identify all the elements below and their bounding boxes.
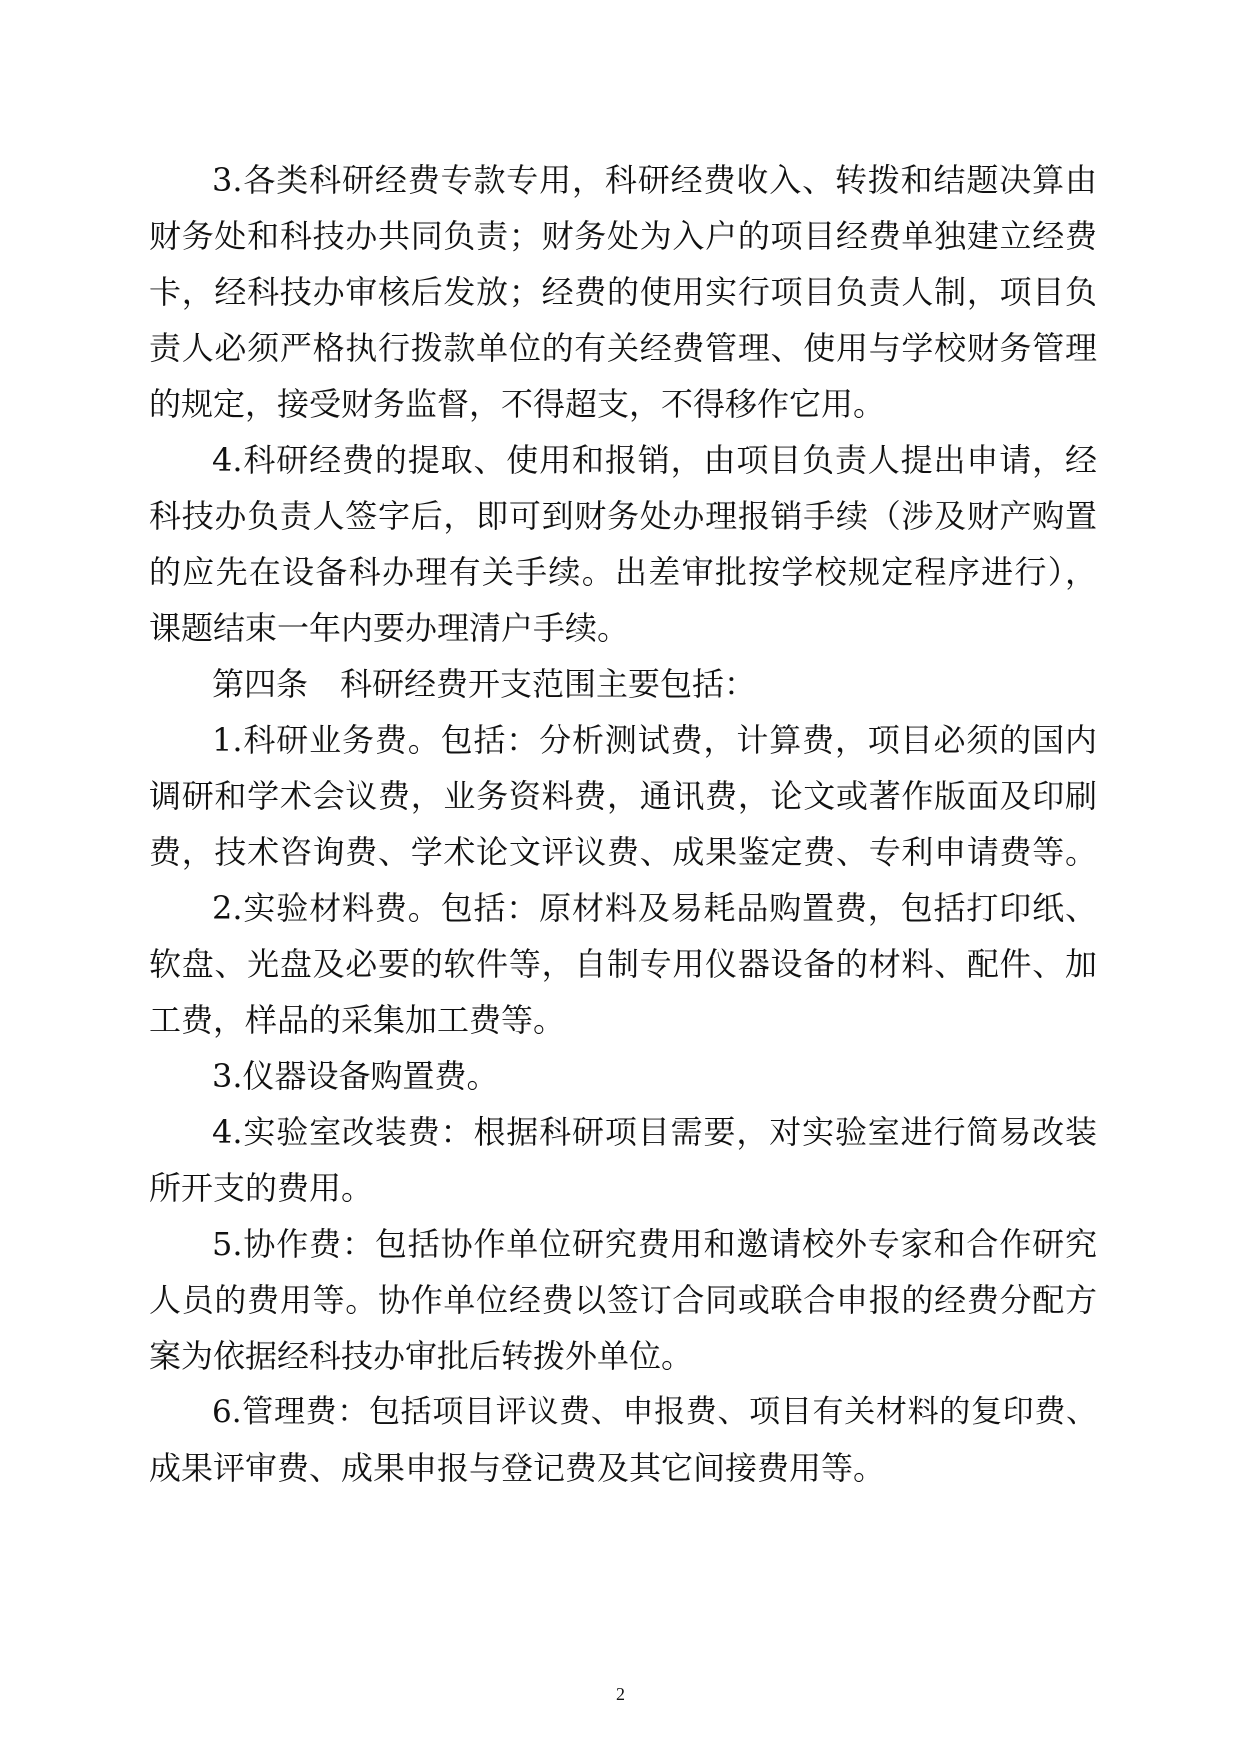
paragraph-line: 1.科研业务费。包括：分析测试费，计算费，项目必须的国内 [212, 721, 1097, 759]
article-heading: 第四条 科研经费开支范围主要包括： [212, 665, 757, 703]
paragraph-line: 课题结束一年内要办理清户手续。 [149, 609, 630, 647]
paragraph-line: 6.管理费：包括项目评议费、申报费、项目有关材料的复印费、 [212, 1394, 1097, 1430]
page-number: 2 [616, 1684, 625, 1704]
paragraph-line: 费，技术咨询费、学术论文评议费、成果鉴定费、专利申请费等。 [149, 833, 1097, 871]
paragraph-line: 成果评审费、成果申报与登记费及其它间接费用等。 [149, 1449, 886, 1487]
paragraph-line: 4.科研经费的提取、使用和报销，由项目负责人提出申请，经 [212, 441, 1097, 479]
paragraph-line: 调研和学术会议费，业务资料费，通讯费，论文或著作版面及印刷 [149, 777, 1097, 815]
paragraph-line: 3.仪器设备购置费。 [212, 1057, 499, 1095]
paragraph-line: 4.实验室改装费：根据科研项目需要，对实验室进行简易改装 [212, 1113, 1097, 1151]
paragraph-line: 5.协作费：包括协作单位研究费用和邀请校外专家和合作研究 [212, 1225, 1097, 1263]
paragraph-line: 的规定，接受财务监督，不得超支，不得移作它用。 [149, 385, 886, 423]
paragraph-line: 责人必须严格执行拨款单位的有关经费管理、使用与学校财务管理 [149, 329, 1097, 367]
paragraph-line: 所开支的费用。 [149, 1169, 374, 1207]
paragraph-line: 3.各类科研经费专款专用，科研经费收入、转拨和结题决算由 [212, 161, 1097, 199]
paragraph-line: 科技办负责人签字后，即可到财务处办理报销手续（涉及财产购置 [149, 497, 1097, 535]
paragraph-line: 工费，样品的采集加工费等。 [149, 1001, 566, 1039]
paragraph-line: 软盘、光盘及必要的软件等，自制专用仪器设备的材料、配件、加 [149, 945, 1097, 983]
paragraph-line: 的应先在设备科办理有关手续。出差审批按学校规定程序进行）， [149, 553, 1097, 591]
paragraph-line: 人员的费用等。协作单位经费以签订合同或联合申报的经费分配方 [149, 1281, 1097, 1319]
paragraph-line: 财务处和科技办共同负责；财务处为入户的项目经费单独建立经费 [149, 217, 1097, 255]
paragraph-line: 案为依据经科技办审批后转拨外单位。 [149, 1337, 694, 1375]
paragraph-line: 卡，经科技办审核后发放；经费的使用实行项目负责人制，项目负 [149, 273, 1097, 311]
paragraph-line: 2.实验材料费。包括：原材料及易耗品购置费，包括打印纸、 [212, 889, 1097, 927]
